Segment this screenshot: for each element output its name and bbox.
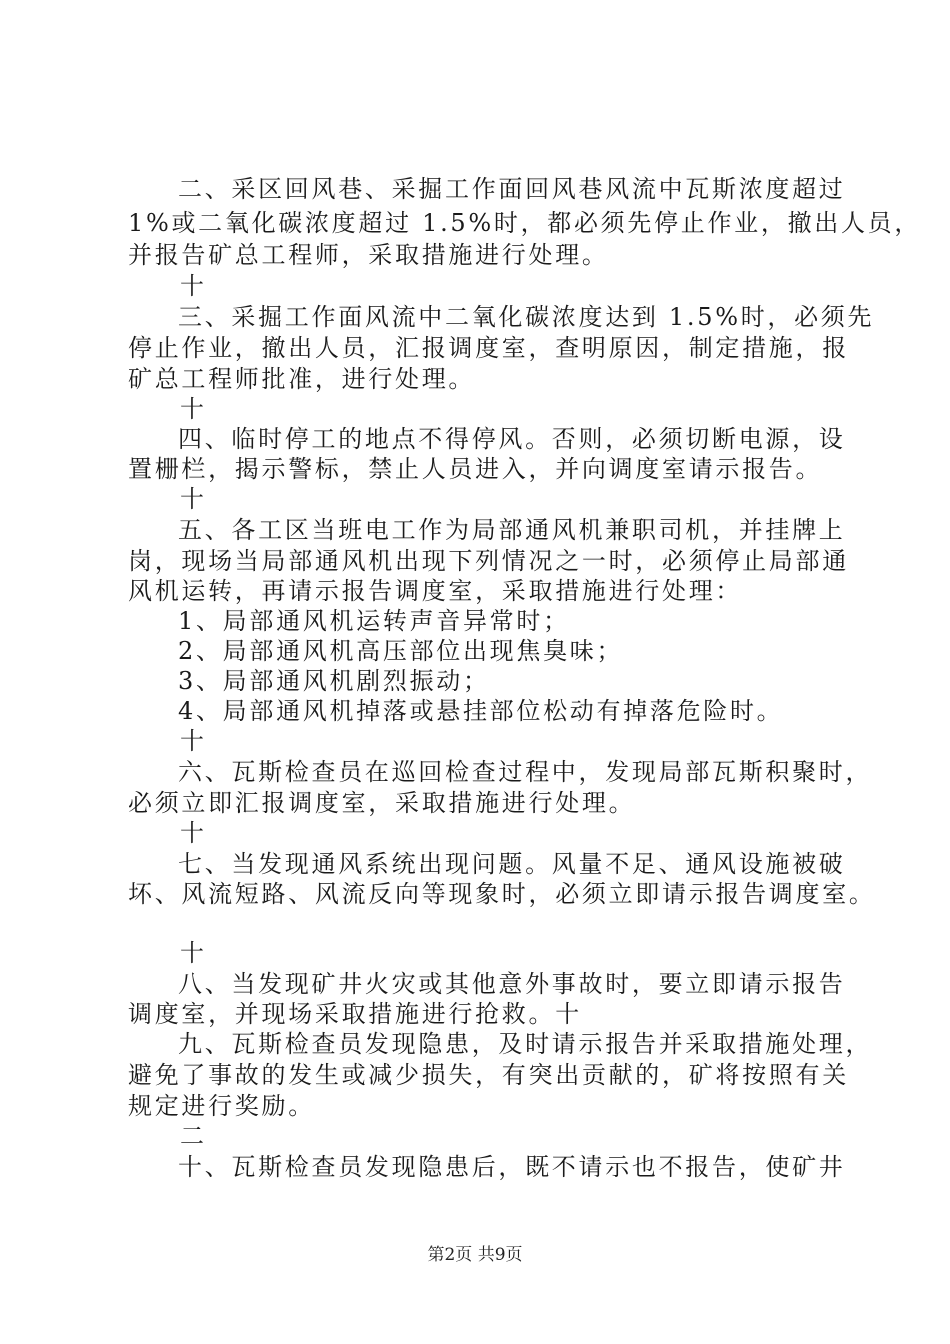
list-item: 3、局部通风机剧烈振动；: [178, 667, 490, 695]
text-line: 十、瓦斯检查员发现隐患后，既不请示也不报告，使矿井: [178, 1153, 846, 1181]
text-line: 三、采掘工作面风流中二氧化碳浓度达到 1.5%时，必须先: [178, 303, 875, 331]
text-line: 必须立即汇报调度室，采取措施进行处理。: [128, 789, 636, 817]
text-line: 风机运转，再请示报告调度室，采取措施进行处理：: [128, 577, 743, 605]
text-line: 并报告矿总工程师，采取措施进行处理。: [128, 241, 609, 269]
section-mark: 十: [180, 272, 207, 300]
text-line: 置栅栏，揭示警标，禁止人员进入，并向调度室请示报告。: [128, 455, 823, 483]
list-item: 4、局部通风机掉落或悬挂部位松动有掉落危险时。: [178, 697, 784, 725]
section-mark: 十: [180, 485, 207, 513]
text-line: 四、临时停工的地点不得停风。否则，必须切断电源，设: [178, 425, 846, 453]
text-line: 避免了事故的发生或减少损失，有突出贡献的，矿将按照有关: [128, 1061, 849, 1089]
section-mark: 十: [180, 939, 207, 967]
section-mark: 十: [180, 727, 207, 755]
text-line: 九、瓦斯检查员发现隐患，及时请示报告并采取措施处理，: [178, 1030, 873, 1058]
text-line: 规定进行奖励。: [128, 1092, 315, 1120]
text-line: 矿总工程师批准，进行处理。: [128, 365, 476, 393]
list-item: 2、局部通风机高压部位出现焦臭味；: [178, 637, 624, 665]
text-line: 五、各工区当班电工作为局部通风机兼职司机，并挂牌上: [178, 516, 846, 544]
text-line: 停止作业，撤出人员，汇报调度室，查明原因，制定措施，报: [128, 334, 849, 362]
text-line: 六、瓦斯检查员在巡回检查过程中，发现局部瓦斯积聚时，: [178, 758, 873, 786]
text-line: 七、当发现通风系统出现问题。风量不足、通风设施被破: [178, 850, 846, 878]
list-item: 1、局部通风机运转声音异常时；: [178, 607, 570, 635]
section-mark: 十: [180, 395, 207, 423]
text-line: 岗，现场当局部通风机出现下列情况之一时，必须停止局部通: [128, 547, 849, 575]
page-footer: 第2页 共9页: [427, 1245, 523, 1265]
text-line: 调度室，并现场采取措施进行抢救。十: [128, 1000, 582, 1028]
text-line: 二、采区回风巷、采掘工作面回风巷风流中瓦斯浓度超过: [178, 175, 846, 203]
text-line: 坏、风流短路、风流反向等现象时，必须立即请示报告调度室。: [128, 880, 876, 908]
section-mark: 十: [180, 819, 207, 847]
text-line: 八、当发现矿井火灾或其他意外事故时，要立即请示报告: [178, 970, 846, 998]
section-mark: 二: [180, 1122, 207, 1150]
text-line: 1%或二氧化碳浓度超过 1.5%时，都必须先停止作业，撤出人员，: [128, 209, 922, 237]
